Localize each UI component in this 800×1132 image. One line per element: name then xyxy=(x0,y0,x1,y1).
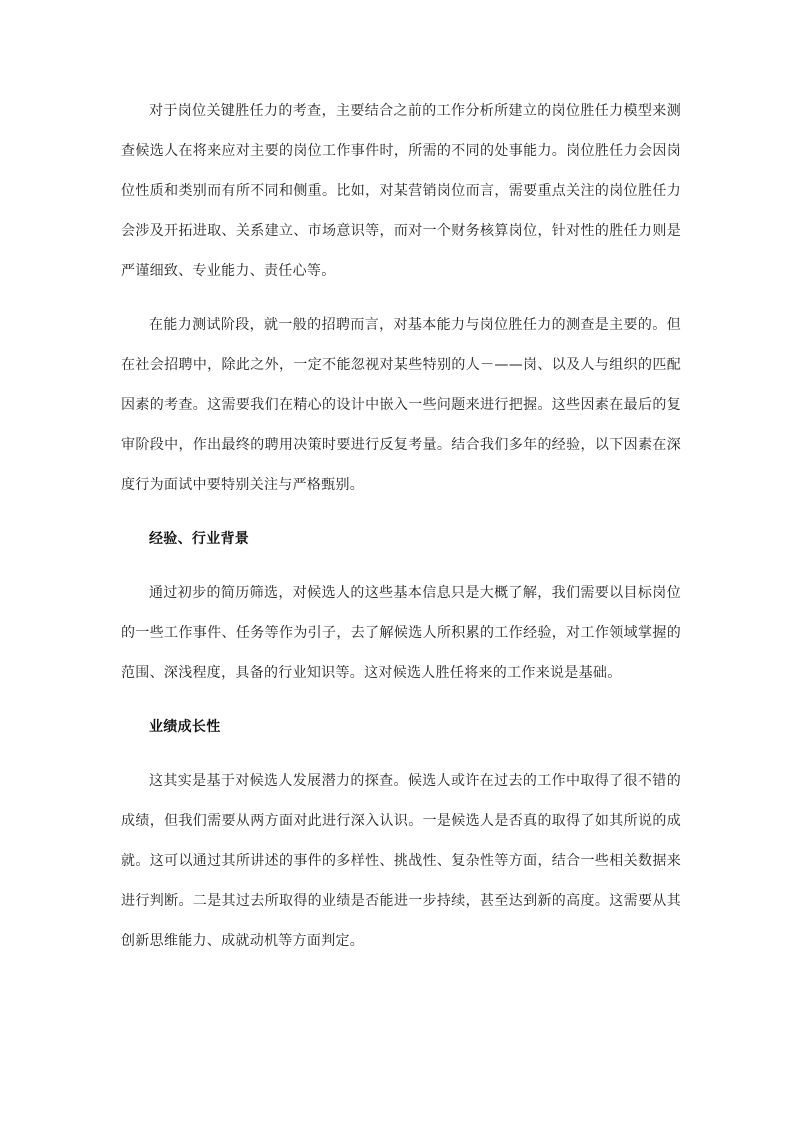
paragraph-ability-testing: 在能力测试阶段，就一般的招聘而言，对基本能力与岗位胜任力的测查是主要的。但在社会招聘中，除此之外，一定不能忽视对某些特别的人－——岗、以及人与组织的匹配因素的考查。这需要我们在精心的设计中嵌入一些问题来进行把握。这些因素在最后的复审阶段中，作出最终的聘用决策时要进行反复考量。结合我们多年的经验，以下因素在深度行为面试中要特别关注与严格甄别。 xyxy=(121,317,681,493)
paragraph-experience: 通过初步的简历筛选，对候选人的这些基本信息只是大概了解，我们需要以目标岗位的一些工作事件、任务等作为引子，去了解候选人所积累的工作经验，对工作领域掌握的范围、深浅程度，具备的行业知识等。这对候选人胜任将来的工作来说是基础。 xyxy=(121,585,681,681)
paragraph-performance: 这其实是基于对候选人发展潜力的探查。候选人或许在过去的工作中取得了很不错的成绩，但我们需要从两方面对此进行深入认识。一是候选人是否真的取得了如其所说的成就。这可以通过其所讲述的事件的多样性、挑战性、复杂性等方面，结合一些相关数据来进行判断。二是其过去所取得的业绩是否能进一步持续，甚至达到新的高度。这需要从其创新思维能力、成就动机等方面判定。 xyxy=(121,773,681,949)
section-heading-performance: 业绩成长性 xyxy=(149,719,221,735)
paragraph-competency-assessment: 对于岗位关键胜任力的考查，主要结合之前的工作分析所建立的岗位胜任力模型来测查候选人在将来应对主要的岗位工作事件时，所需的不同的处事能力。岗位胜任力会因岗位性质和类别而有所不同和侧重。比如，对某营销岗位而言，需要重点关注的岗位胜任力会涉及开拓进取、关系建立、市场意识等，而对一个财务核算岗位，针对性的胜任力则是严谨细致、专业能力、责任心等。 xyxy=(121,103,681,279)
document-page xyxy=(121,91,681,975)
section-heading-experience: 经验、行业背景 xyxy=(149,531,250,547)
